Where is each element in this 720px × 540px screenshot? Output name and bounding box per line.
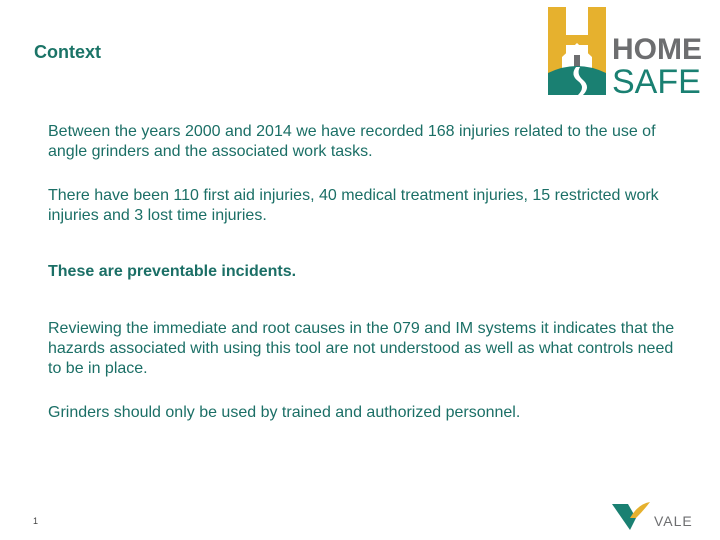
house-road-icon (548, 7, 606, 95)
paragraph-root-causes: Reviewing the immediate and root causes in the 079 and IM systems it indicates that the hazards associated with using this tool are not understood as well as what controls need to be in place. (48, 320, 675, 377)
vale-wordmark: VALE (654, 513, 693, 529)
vale-logo (610, 496, 710, 532)
paragraph-injury-breakdown: There have been 110 first aid injuries, 40 medical treatment injuries, 15 restricted work injuries and 3 lost time injuries. (48, 187, 659, 224)
safe-wordmark: SAFE (612, 63, 701, 97)
paragraph-trained-personnel: Grinders should only be used by trained and authorized personnel. (48, 404, 521, 421)
paragraph-injury-summary: Between the years 2000 and 2014 we have recorded 168 injuries related to the use of angle grinders and the associated work tasks. (48, 123, 656, 160)
home-wordmark: HOME (612, 33, 702, 66)
homesafe-logo (548, 7, 716, 97)
paragraph-preventable: These are preventable incidents. (48, 263, 297, 280)
slide-title: Context (34, 42, 101, 62)
page-number: 1 (33, 516, 39, 526)
vale-v-icon (612, 502, 650, 530)
